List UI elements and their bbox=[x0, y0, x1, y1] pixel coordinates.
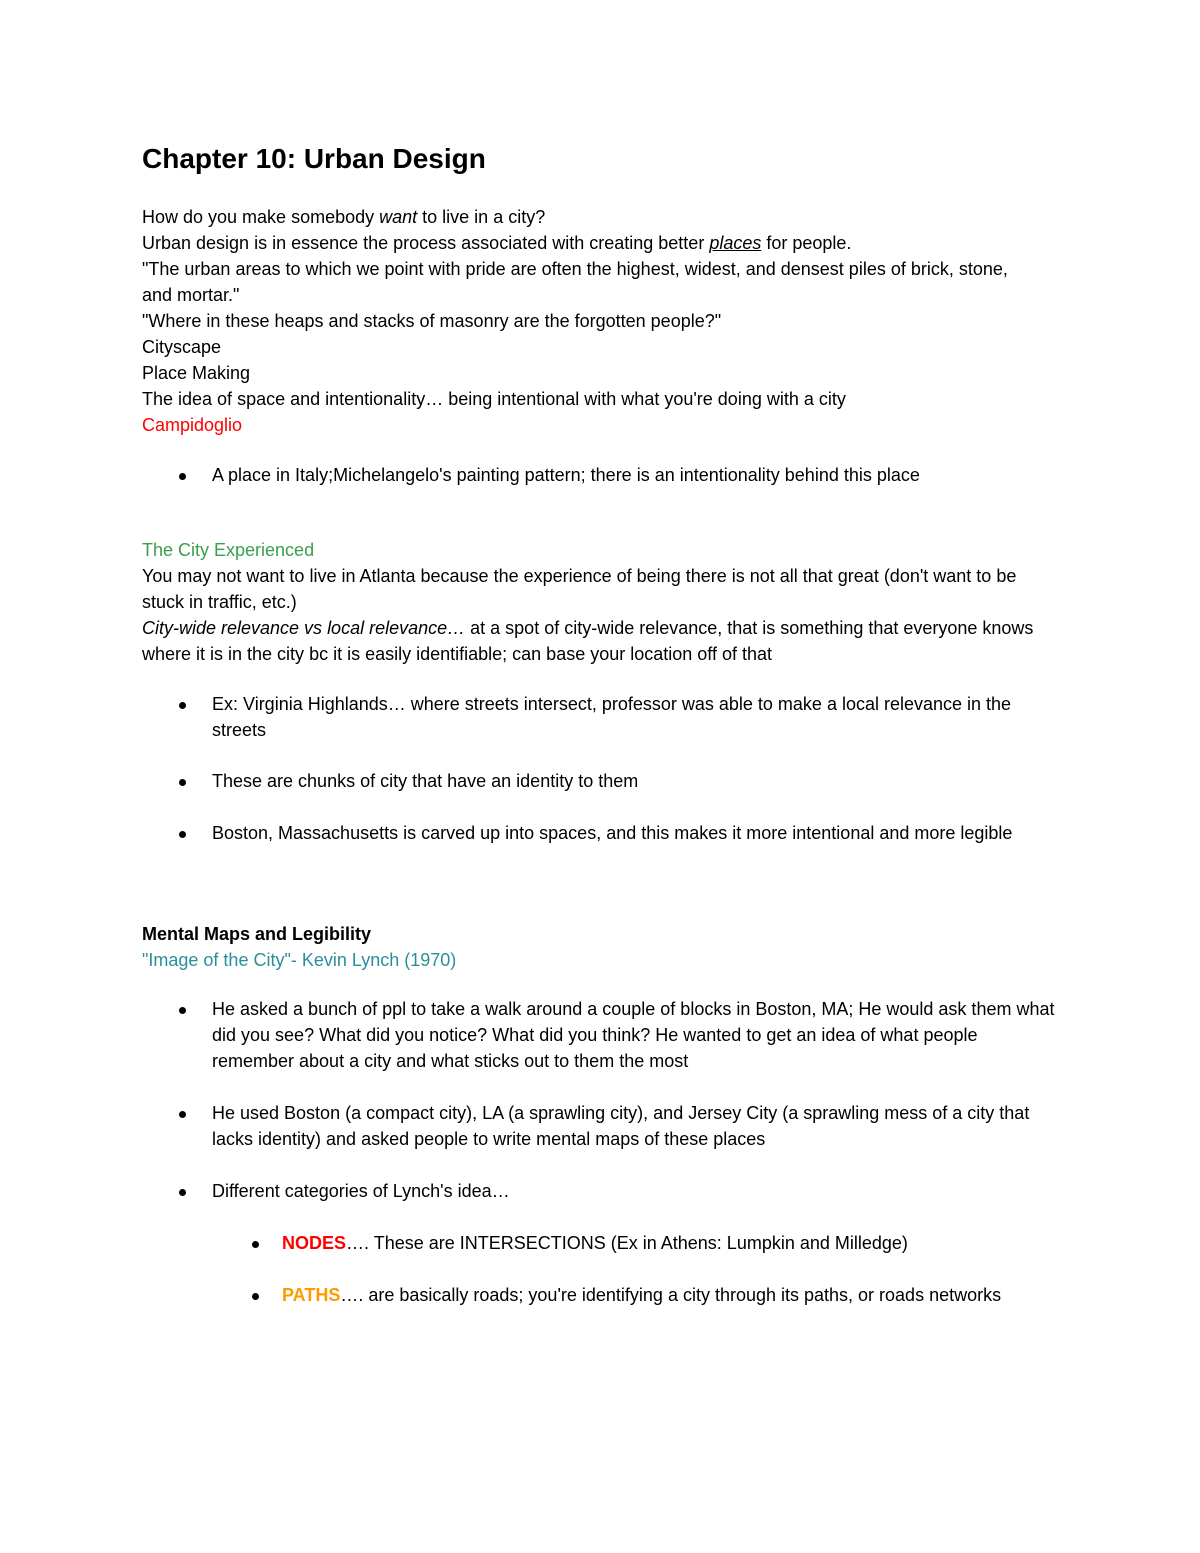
list-item: He asked a bunch of ppl to take a walk around a couple of blocks in Boston, MA; He would ask them what did you see? What did you notice? What did you think? He wanted to get an idea of what people remember about a city and what sticks out to them the most bbox=[180, 996, 1060, 1074]
list-item: He used Boston (a compact city), LA (a sprawling city), and Jersey City (a sprawling mess of a city that lacks identity) and asked people to write mental maps of these places bbox=[180, 1100, 1060, 1152]
bullet-dot-icon bbox=[179, 779, 186, 786]
bullet-dot-icon bbox=[179, 1189, 186, 1196]
term-cityscape: Cityscape bbox=[142, 337, 222, 357]
city-experienced-para: You may not want to live in Atlanta because the experience of being there is not all that great (don't want to be stuck in traffic, etc.) bbox=[142, 566, 1017, 612]
bullet-dot-icon bbox=[179, 702, 186, 709]
paths-label: PATHS bbox=[282, 1285, 341, 1305]
list-item: Ex: Virginia Highlands… where streets intersect, professor was able to make a local relevance in the streets bbox=[180, 691, 1060, 743]
bullet-dot-icon bbox=[179, 1007, 186, 1014]
list-item: These are chunks of city that have an identity to them bbox=[180, 768, 1060, 794]
mental-maps-block bbox=[142, 921, 1062, 973]
list-item: A place in Italy;Michelangelo's painting pattern; there is an intentionality behind this place bbox=[180, 462, 1060, 488]
bullet-dot-icon bbox=[252, 1241, 259, 1248]
city-experienced-heading: The City Experienced bbox=[142, 540, 315, 560]
bullet-dot-icon bbox=[179, 473, 186, 480]
bullet-dot-icon bbox=[252, 1293, 259, 1300]
nodes-label: NODES bbox=[282, 1233, 347, 1253]
intro-block bbox=[142, 204, 1062, 438]
mental-maps-source: "Image of the City"- Kevin Lynch (1970) bbox=[142, 950, 457, 970]
list-item-paths: PATHS…. are basically roads; you're identifying a city through its paths, or roads networks bbox=[250, 1282, 1062, 1308]
list-item-nodes: NODES…. These are INTERSECTIONS (Ex in Athens: Lumpkin and Milledge) bbox=[250, 1230, 1062, 1256]
city-experienced-block bbox=[142, 537, 1062, 667]
list-item: Boston, Massachusetts is carved up into spaces, and this makes it more intentional and more legible bbox=[180, 820, 1060, 846]
page-title: Chapter 10: Urban Design bbox=[142, 143, 486, 174]
bullet-dot-icon bbox=[179, 1111, 186, 1118]
intro-quote-2: "Where in these heaps and stacks of masonry are the forgotten people?" bbox=[142, 311, 722, 331]
campidoglio-heading: Campidoglio bbox=[142, 415, 243, 435]
bullet-dot-icon bbox=[179, 831, 186, 838]
intentionality-text: The idea of space and intentionality… being intentional with what you're doing with a city bbox=[142, 389, 846, 409]
intro-definition: Urban design is in essence the process associated with creating better places for people. bbox=[142, 233, 852, 253]
list-item: Different categories of Lynch's idea… bbox=[180, 1178, 1060, 1204]
term-place-making: Place Making bbox=[142, 363, 251, 383]
intro-quote-1: "The urban areas to which we point with pride are often the highest, widest, and densest piles of brick, stone, and mortar." bbox=[142, 259, 1008, 305]
relevance-para: City-wide relevance vs local relevance… at a spot of city-wide relevance, that is something that everyone knows where it is in the city bc it is easily identifiable; can base your location off of that bbox=[142, 618, 1034, 664]
mental-maps-heading: Mental Maps and Legibility bbox=[142, 924, 372, 944]
intro-question: How do you make somebody want to live in a city? bbox=[142, 207, 546, 227]
